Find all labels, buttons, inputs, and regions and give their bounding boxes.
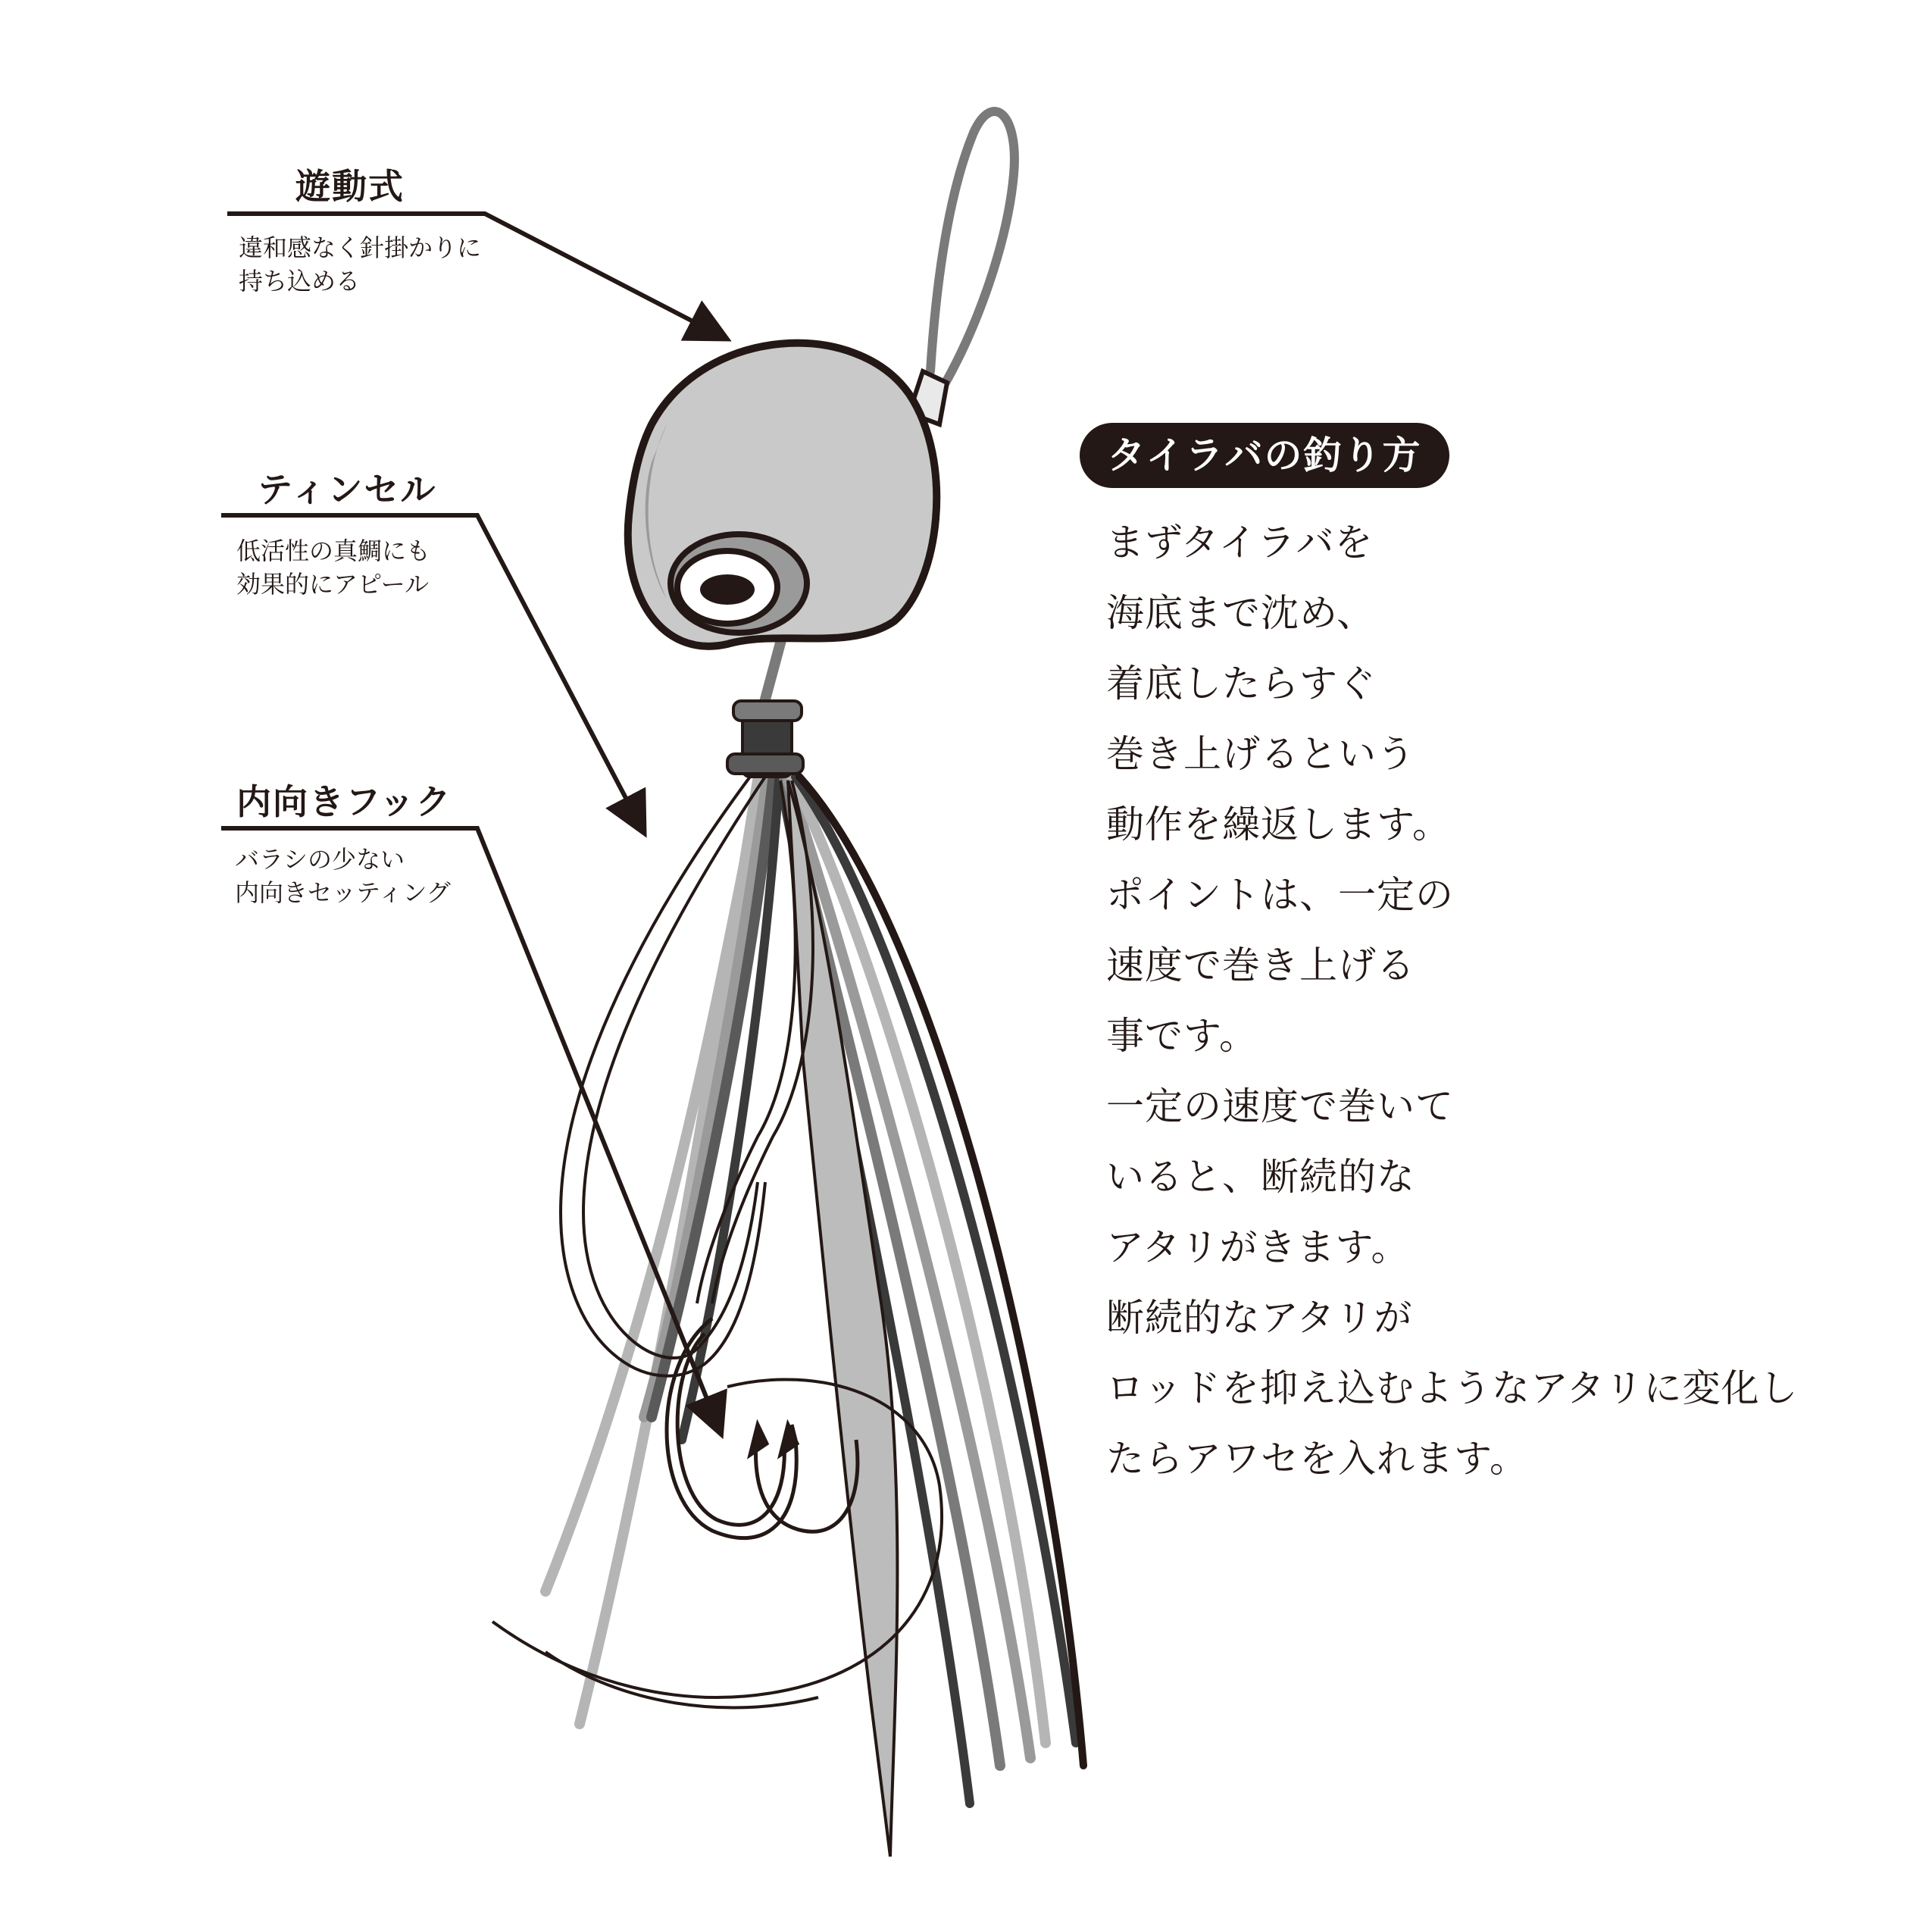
howto-line: 着底したらすぐ: [1106, 662, 1377, 705]
howto-line: ポイントは、一定の: [1106, 873, 1454, 917]
callout-hook-desc-line: 内向きセッティング: [235, 878, 451, 907]
howto-line: たらアワセを入れます。: [1106, 1437, 1528, 1481]
howto-line: ロッドを抑え込むようなアタリに変化し: [1106, 1366, 1799, 1410]
howto-body: [1106, 508, 1799, 1494]
howto-line: 事です。: [1106, 1014, 1258, 1058]
sinker-head: [628, 343, 936, 727]
howto-line: まずタイラバを: [1106, 521, 1374, 565]
howto-line: 断続的なアタリが: [1106, 1296, 1413, 1340]
callout-tinsel-desc-line: 効果的にアピール: [236, 570, 430, 599]
callout-hook-desc: [235, 843, 451, 909]
howto-title-badge: タイラバの釣り方: [1080, 423, 1449, 488]
howto-line: 動作を繰返します。: [1106, 802, 1451, 846]
callout-tinsel-desc-line: 低活性の真鯛にも: [236, 537, 431, 565]
callout-yudo-desc: [239, 231, 481, 298]
leader-loop: [909, 111, 1014, 424]
callout-yudo-desc-line: 違和感なく針掛かりに: [239, 233, 482, 262]
callout-hook-desc-line: バラシの少ない: [235, 845, 405, 874]
callout-hook-title: 内向きフック: [236, 781, 452, 822]
callout-yudo-title: 遊動式: [295, 166, 405, 207]
howto-line: 一定の速度で巻いて: [1106, 1084, 1454, 1128]
howto-line: いると、断続的な: [1106, 1155, 1415, 1199]
bead-collar: [727, 701, 803, 777]
howto-line: 速度で巻き上げる: [1106, 943, 1415, 987]
callout-tinsel-title: ティンセル: [258, 469, 437, 510]
howto-line: 巻き上げるという: [1106, 732, 1415, 776]
callout-tinsel-desc: [236, 534, 430, 601]
howto-line: アタリがきます。: [1106, 1225, 1410, 1269]
howto-line: 海底まで沈め、: [1106, 591, 1375, 635]
callout-yudo-desc-line: 持ち込める: [239, 267, 361, 296]
